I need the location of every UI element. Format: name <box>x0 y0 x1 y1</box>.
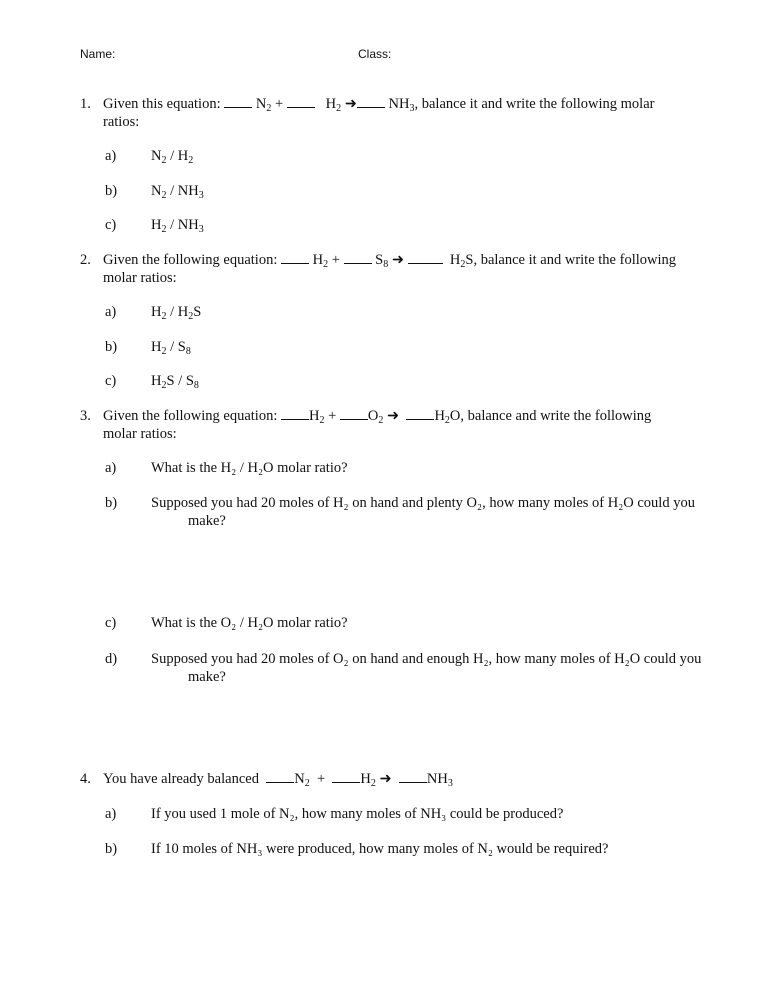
ratio-text: $H_2S / S_8$ <box>151 373 199 391</box>
question-text: If you used 1 mole of N₂, how many moles of NH₃ could be produced? <box>151 806 564 822</box>
ratio-text: $H_2 / H_2S$ <box>151 304 202 322</box>
arrow-icon: ➜ <box>391 252 405 268</box>
question-text-continued: make? <box>188 669 226 685</box>
q3-sub-d <box>105 650 735 686</box>
sub-label: a) <box>105 148 117 164</box>
q3-sub-b <box>105 494 735 530</box>
q3-sub-a <box>105 459 735 477</box>
q3-sub-c <box>105 614 735 632</box>
question-intro: Given the following equation: <box>103 408 278 424</box>
question-1: 1. Given this equation: $N_2$ + $H_2$ ➜ $NH_3$, balance it and write the following molar ratios: <box>80 95 730 131</box>
coefficient-blank <box>332 770 360 783</box>
question-tail: balance it and write the following <box>480 252 677 268</box>
sub-label: a) <box>105 806 117 822</box>
coefficient-blank <box>281 251 309 264</box>
q4-sub-a <box>105 805 735 823</box>
question-number: 3. <box>80 408 91 424</box>
sub-label: a) <box>105 460 117 476</box>
question-line-2: molar ratios: <box>103 270 177 286</box>
question-text: What is the H₂ / H₂O molar ratio? <box>151 460 348 476</box>
question-text-continued: make? <box>188 513 226 529</box>
sub-label: c) <box>105 615 117 631</box>
question-text: Supposed you had 20 moles of H₂ on hand and plenty O₂, how many moles of H₂O could you <box>151 495 695 511</box>
coefficient-blank <box>399 770 427 783</box>
q1-sub-c <box>105 216 735 234</box>
q2-sub-b <box>105 338 735 356</box>
question-intro: Given the following equation: <box>103 252 278 268</box>
question-line-2: ratios: <box>103 114 140 130</box>
q2-sub-a <box>105 303 735 321</box>
coefficient-blank <box>287 95 315 108</box>
coefficient-blank <box>357 95 385 108</box>
question-4: 4. You have already balanced $N_2 + H_2$ ➜ $NH_3$ <box>80 771 453 789</box>
ratio-text: $N_2 / H_2$ <box>151 148 194 166</box>
arrow-icon: ➜ <box>387 408 400 424</box>
question-text: Supposed you had 20 moles of O₂ on hand and enough H₂, how many moles of H₂O could you <box>151 651 702 667</box>
ratio-text: $H_2 / NH_3$ <box>151 217 204 235</box>
ratio-text: $H_2 / S_8$ <box>151 339 191 357</box>
sub-label: b) <box>105 339 118 355</box>
name-label: Name: <box>80 47 116 61</box>
sub-label: a) <box>105 304 117 320</box>
sub-label: d) <box>105 651 118 667</box>
question-intro: You have already balanced <box>103 771 259 787</box>
q1-sub-b <box>105 182 735 200</box>
sub-label: c) <box>105 217 117 233</box>
question-number: 1. <box>80 96 91 112</box>
sub-label: b) <box>105 841 118 857</box>
coefficient-blank <box>224 95 252 108</box>
ratio-text: $N_2 / NH_3$ <box>151 183 204 201</box>
question-3: 3. Given the following equation: $H_2 + O_2$ ➜ $H_2O$, balance and write the following molar ratios: <box>80 407 730 443</box>
sub-label: c) <box>105 373 117 389</box>
question-text: If 10 moles of NH₃ were produced, how many moles of N₂ would be required? <box>151 841 609 857</box>
coefficient-blank <box>408 251 443 264</box>
question-text: What is the O₂ / H₂O molar ratio? <box>151 615 348 631</box>
sub-label: b) <box>105 495 118 511</box>
coefficient-blank <box>281 407 309 420</box>
question-intro: Given this equation: <box>103 96 221 112</box>
q4-sub-b <box>105 840 735 858</box>
question-number: 4. <box>80 771 91 787</box>
question-tail: balance it and write the following molar <box>421 96 655 112</box>
coefficient-blank <box>266 770 294 783</box>
coefficient-blank <box>340 407 368 420</box>
coefficient-blank <box>406 407 434 420</box>
class-label: Class: <box>358 47 392 61</box>
sub-label: b) <box>105 183 118 199</box>
question-line-2: molar ratios: <box>103 426 177 442</box>
arrow-icon: ➜ <box>344 96 357 112</box>
question-tail: balance and write the following <box>467 408 652 424</box>
q2-sub-c <box>105 372 735 390</box>
question-2: 2. Given the following equation: $H_2 + S_8$ ➜ $H_2S$, balance it and write the following molar ratios: <box>80 251 740 287</box>
arrow-icon: ➜ <box>379 771 392 787</box>
coefficient-blank <box>344 251 372 264</box>
q1-sub-a <box>105 147 735 165</box>
question-number: 2. <box>80 252 91 268</box>
